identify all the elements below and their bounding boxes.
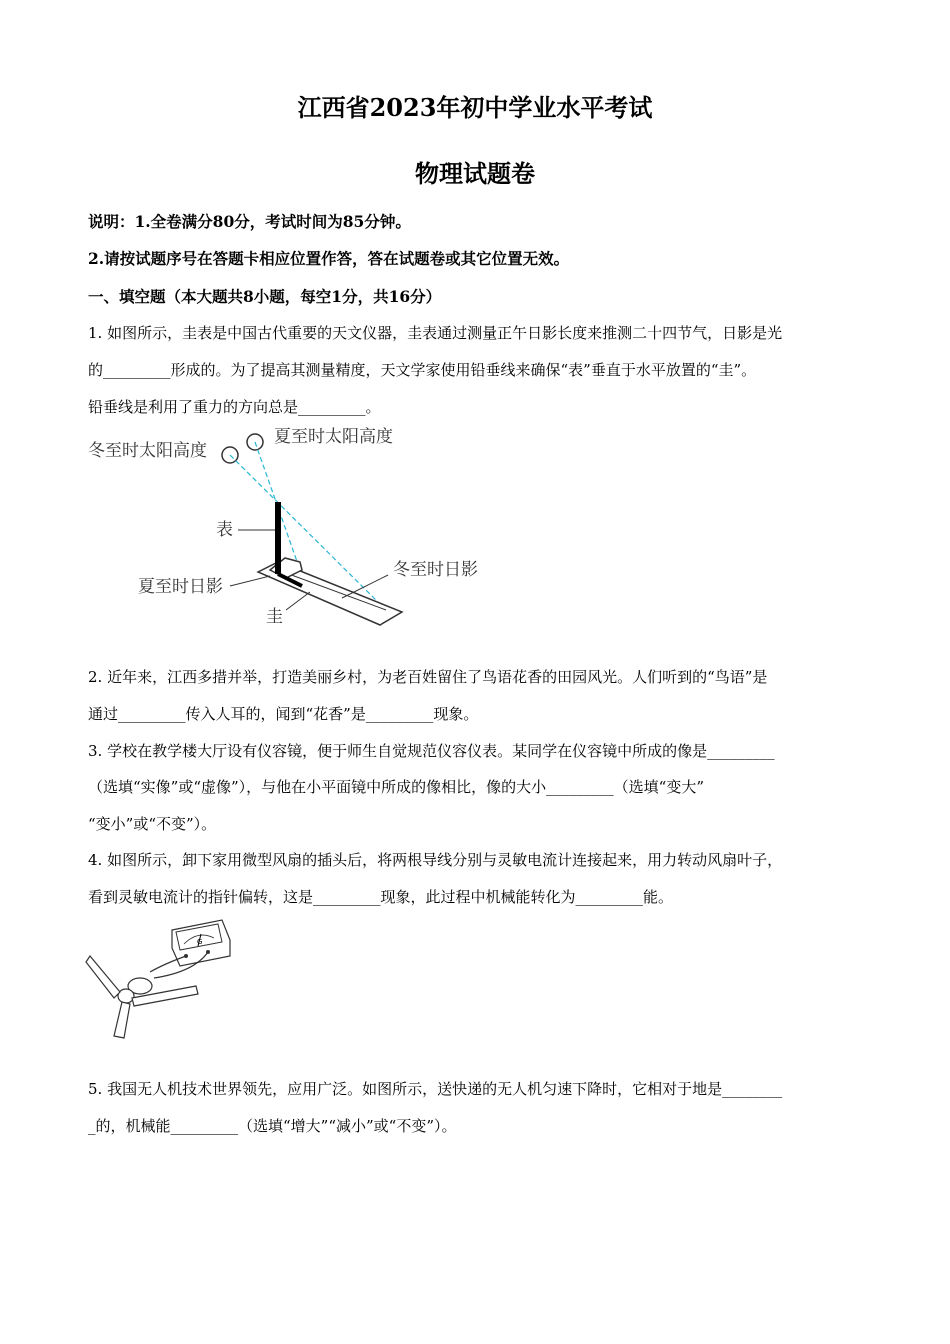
summer-sun-label: 夏至时太阳高度 — [274, 427, 393, 447]
q3-line-2: （选填“实像”或“虚像”），与他在小平面镜中所成的像相比，像的大小_________（选填“变大” — [88, 778, 705, 796]
exam-title: 江西省2023年初中学业水平考试 — [297, 93, 653, 122]
instruction-line-2: 2.请按试题序号在答题卡相应位置作答，答在试题卷或其它位置无效。 — [88, 249, 570, 268]
fan-blade-1 — [86, 956, 120, 998]
gui-leader — [286, 592, 310, 610]
q5-line-1: 5. 我国无人机技术世界领先，应用广泛。如图所示，送快递的无人机匀速下降时，它相对于地是________ — [88, 1080, 783, 1098]
winter-sun-label: 冬至时太阳高度 — [88, 441, 207, 461]
q1-line-2: 的_________形成的。为了提高其测量精度，天文学家使用铅垂线来确保“表”垂直于水平放置的“圭”。 — [88, 361, 757, 379]
summer-shadow-label: 夏至时日影 — [138, 577, 223, 597]
winter-shadow-leader — [342, 575, 388, 598]
instruction-line-1: 说明：1.全卷满分80分，考试时间为85分钟。 — [88, 212, 411, 231]
fan-galvanometer-figure — [84, 912, 234, 1042]
q4-line-2: 看到灵敏电流计的指针偏转，这是_________现象，此过程中机械能转化为_________能。 — [88, 888, 674, 906]
q1-line-1: 1. 如图所示，圭表是中国古代重要的天文仪器，圭表通过测量正午日影长度来推测二十四节气，日影是光 — [88, 324, 783, 342]
biao-pole — [275, 502, 281, 574]
q2-line-2: 通过_________传入人耳的，闻到“花香”是_________现象。 — [88, 705, 479, 723]
galvanometer-symbol: G — [197, 938, 203, 946]
fan-hub — [118, 989, 134, 1003]
q3-line-1: 3. 学校在教学楼大厅设有仪容镜，便于师生自觉规范仪容仪表。某同学在仪容镜中所成的像是_________ — [88, 742, 775, 760]
gnomon-figure — [80, 420, 510, 635]
q1-line-3: 铅垂线是利用了重力的方向总是_________。 — [88, 398, 381, 416]
q3-line-3: “变小”或“不变”）。 — [88, 815, 217, 833]
q5-line-2: _的，机械能_________（选填“增大”“减小”或“不变”）。 — [88, 1117, 457, 1135]
gui-label: 圭 — [266, 607, 283, 627]
exam-subtitle: 物理试题卷 — [415, 159, 535, 188]
winter-shadow-label: 冬至时日影 — [393, 560, 478, 580]
summer-shadow-leader — [230, 576, 270, 586]
fan-blade-3 — [114, 1002, 130, 1038]
q4-line-1: 4. 如图所示，卸下家用微型风扇的插头后，将两根导线分别与灵敏电流计连接起来，用力转动风扇叶子， — [88, 851, 783, 869]
biao-label: 表 — [216, 520, 233, 540]
section-heading: 一、填空题（本大题共8小题，每空1分，共16分） — [88, 287, 442, 306]
q2-line-1: 2. 近年来，江西多措并举，打造美丽乡村，为老百姓留住了鸟语花香的田园风光。人们听到的“鸟语”是 — [88, 668, 768, 686]
